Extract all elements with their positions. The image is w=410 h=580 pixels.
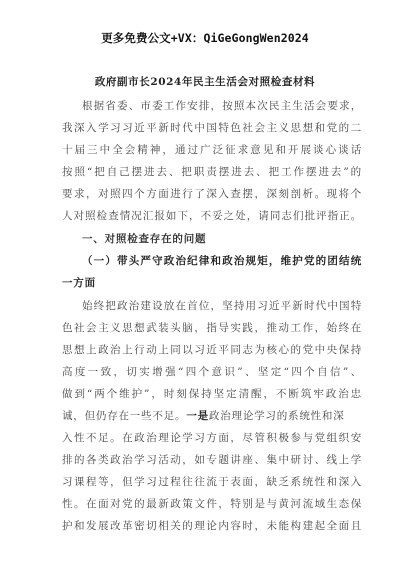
intro-line-2: 我深入学习习近平新时代中国特色社会主义思想和党的二	[62, 122, 362, 134]
body-line-8: 排的各类政治学习活动，如专题讲座、集中研讨、线上学	[62, 454, 362, 466]
intro-line-1: 根据省委、市委工作安排，按照本次民主生活会要求，	[82, 100, 362, 112]
body-line-6-start: 诚，但仍存在一些不足。	[62, 410, 187, 422]
body-line-9: 习课程等，但学习过程往往流于表面，缺乏系统性和深入	[62, 476, 362, 488]
subsection-heading-1: （一）带头严守政治纪律和政治规矩，维护党的团结统	[82, 255, 362, 267]
intro-line-3: 十届三中全会精神，通过广泛征求意见和开展谈心谈话	[62, 144, 362, 156]
body-line-6	[62, 409, 362, 423]
body-line-7: 入性不足。在政治理论学习方面，尽管积极参与党组织安	[62, 432, 362, 444]
body-line-1: 始终把政治建设放在首位，坚持用习近平新时代中国特	[82, 300, 362, 312]
document-title: 政府副市长2024年民主生活会对照检查材料	[94, 76, 316, 88]
body-line-10: 性。在面对党的最新政策文件，特别是与黄河流域生态保	[62, 498, 362, 510]
intro-line-4: 按照“把自己摆进去、把职责摆进去、把工作摆进去”的	[62, 166, 362, 178]
body-line-11: 护和发展改革密切相关的理论内容时，未能构建起全面且	[62, 520, 362, 532]
body-line-4: 高度一致，切实增强“四个意识”、坚定“四个自信”、	[62, 366, 362, 378]
body-line-6-tail: 政治理论学习的系统性和深	[208, 410, 345, 422]
body-line-3: 思想上政治上行动上同以习近平同志为核心的党中央保持	[62, 344, 362, 356]
body-line-5: 做到“两个维护”，时刻保持坚定清醒，不断筑牢政治忠	[62, 388, 362, 400]
section-heading-1: 一、对照检查存在的问题	[82, 233, 207, 245]
body-line-2: 色社会主义思想武装头脑，指导实践，推动工作，始终在	[62, 322, 362, 334]
watermark-header: 更多免费公文+VX：QiGeGongWen2024	[101, 31, 309, 45]
intro-line-6: 人对照检查情况汇报如下，不妥之处，请同志们批评指正。	[62, 210, 362, 222]
intro-line-5: 要求，对照四个方面进行了深入查摆，深刻剖析。现将个	[62, 188, 362, 200]
subsection-heading-1-cont: 一方面	[62, 277, 96, 289]
body-line-6-bold: 一是	[186, 410, 209, 422]
